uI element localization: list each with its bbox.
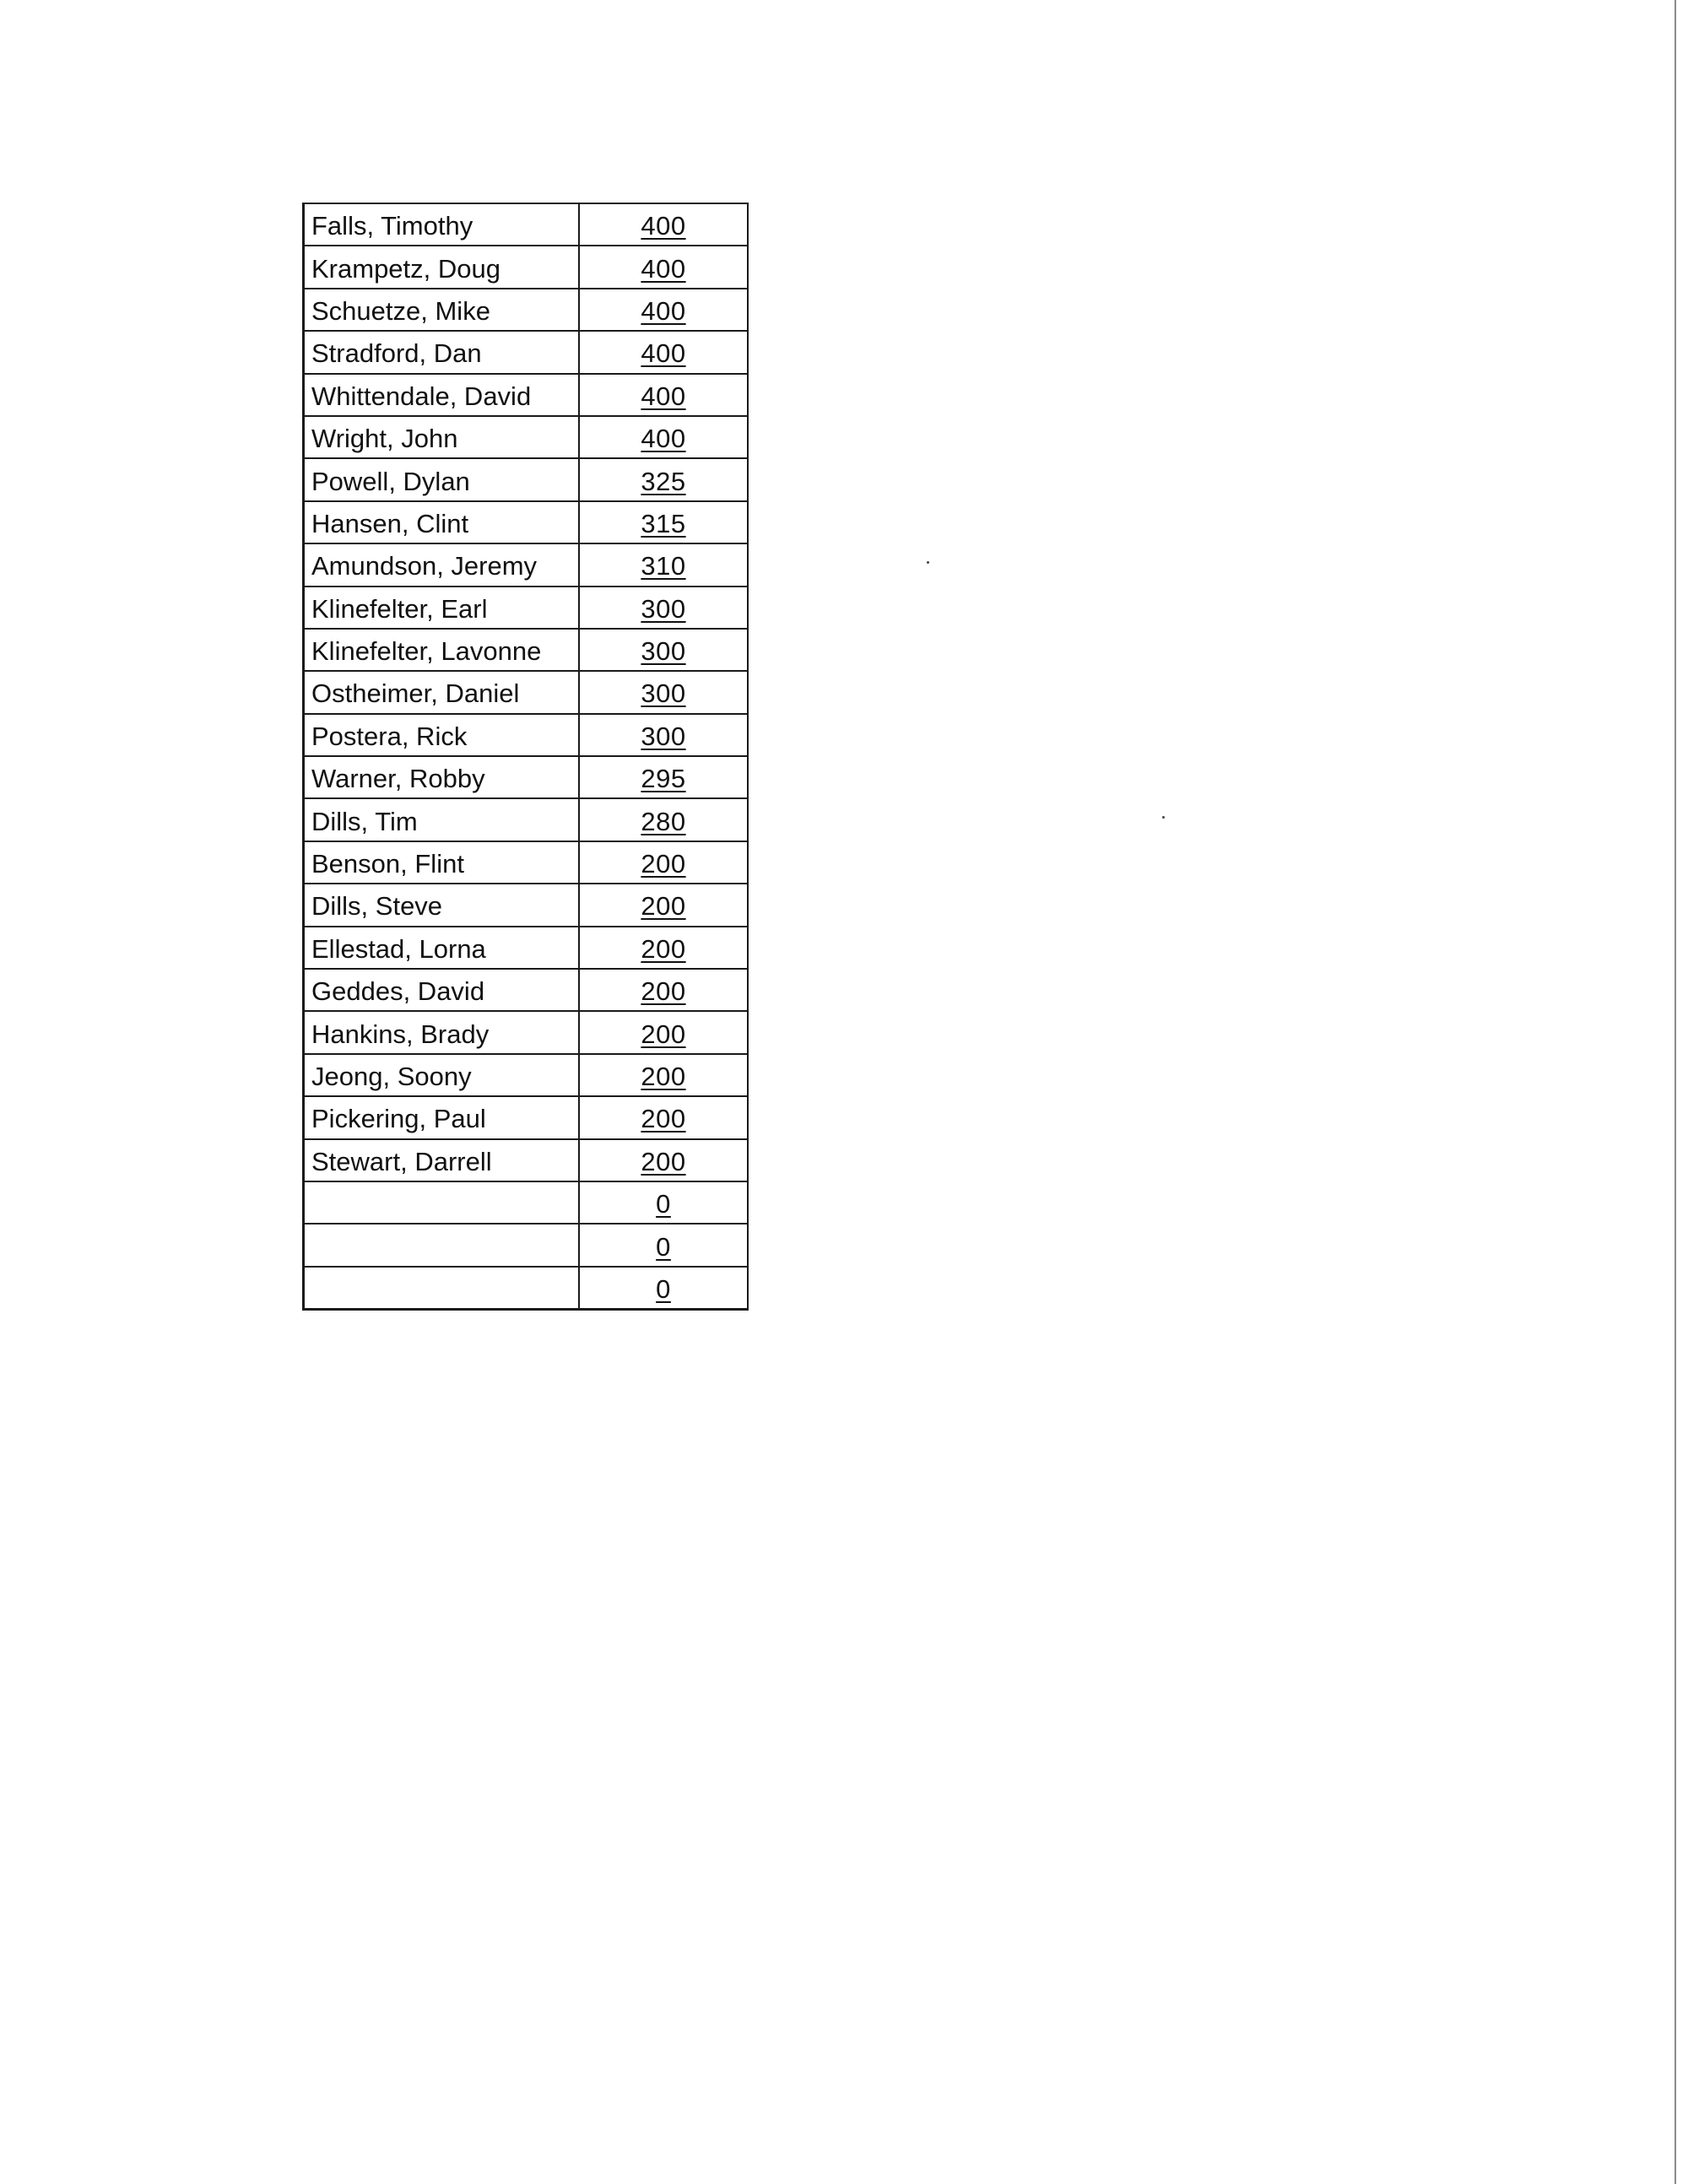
table-row (304, 1224, 749, 1266)
value-cell (579, 587, 748, 629)
value-text: 300 (641, 721, 686, 751)
value-cell (579, 629, 748, 671)
value-text: 310 (641, 551, 686, 581)
value-cell (579, 841, 748, 884)
value-text: 400 (641, 381, 686, 411)
value-cell (579, 884, 748, 926)
table-row (304, 1181, 749, 1224)
value-cell (579, 671, 748, 713)
value-text: 200 (641, 976, 686, 1007)
table-row (304, 543, 749, 586)
name-cell: Hankins, Brady (304, 1011, 580, 1053)
name-cell: Whittendale, David (304, 374, 580, 416)
table-row (304, 587, 749, 629)
name-cell: Hansen, Clint (304, 501, 580, 543)
value-cell (579, 1011, 748, 1053)
value-text: 0 (656, 1231, 671, 1262)
scan-speck (1162, 816, 1165, 819)
table-row (304, 374, 749, 416)
value-cell (579, 246, 748, 288)
value-cell (579, 289, 748, 331)
value-cell (579, 1224, 748, 1266)
value-text: 280 (641, 806, 686, 836)
value-text: 200 (641, 933, 686, 964)
name-cell: Postera, Rick (304, 714, 580, 756)
value-cell (579, 1181, 748, 1224)
table-row (304, 969, 749, 1011)
name-cell: Pickering, Paul (304, 1096, 580, 1138)
value-cell (579, 331, 748, 373)
name-cell: Jeong, Soony (304, 1054, 580, 1096)
name-cell (304, 1267, 580, 1310)
table-row (304, 884, 749, 926)
table-row (304, 203, 749, 246)
value-text: 200 (641, 891, 686, 922)
table-row (304, 629, 749, 671)
table-row (304, 671, 749, 713)
value-text: 400 (641, 424, 686, 454)
name-cell: Dills, Steve (304, 884, 580, 926)
name-cell: Wright, John (304, 416, 580, 458)
value-text: 200 (641, 1146, 686, 1176)
value-text: 400 (641, 211, 686, 241)
table-row (304, 798, 749, 841)
value-text: 200 (641, 1019, 686, 1049)
value-text: 325 (641, 466, 686, 496)
table-row (304, 1267, 749, 1310)
value-cell (579, 1096, 748, 1138)
value-text: 200 (641, 849, 686, 879)
name-cell: Powell, Dylan (304, 458, 580, 500)
name-cell: Geddes, David (304, 969, 580, 1011)
name-cell: Ostheimer, Daniel (304, 671, 580, 713)
value-cell (579, 1267, 748, 1310)
table-row (304, 246, 749, 288)
value-cell (579, 374, 748, 416)
value-cell (579, 543, 748, 586)
name-cell: Klinefelter, Earl (304, 587, 580, 629)
name-cell: Schuetze, Mike (304, 289, 580, 331)
value-cell (579, 714, 748, 756)
value-text: 295 (641, 764, 686, 794)
name-cell: Stradford, Dan (304, 331, 580, 373)
value-cell (579, 1054, 748, 1096)
scan-edge-line (1674, 0, 1676, 2184)
name-cell: Stewart, Darrell (304, 1139, 580, 1181)
name-cell: Ellestad, Lorna (304, 927, 580, 969)
amounts-table (302, 203, 749, 1311)
value-text: 300 (641, 593, 686, 624)
scan-speck (927, 561, 929, 564)
name-cell: Klinefelter, Lavonne (304, 629, 580, 671)
name-cell: Krampetz, Doug (304, 246, 580, 288)
value-cell (579, 458, 748, 500)
value-text: 0 (656, 1273, 671, 1304)
value-text: 315 (641, 508, 686, 538)
value-cell (579, 927, 748, 969)
value-cell (579, 1139, 748, 1181)
table-row (304, 1096, 749, 1138)
table-row (304, 841, 749, 884)
table-row (304, 458, 749, 500)
name-cell (304, 1224, 580, 1266)
value-text: 200 (641, 1104, 686, 1134)
table-row (304, 756, 749, 798)
value-text: 400 (641, 253, 686, 284)
name-cell: Warner, Robby (304, 756, 580, 798)
value-cell (579, 501, 748, 543)
value-cell (579, 969, 748, 1011)
name-cell (304, 1181, 580, 1224)
amounts-table-body (304, 203, 749, 1310)
value-text: 300 (641, 636, 686, 667)
value-cell (579, 798, 748, 841)
value-text: 200 (641, 1062, 686, 1091)
value-cell (579, 203, 748, 246)
value-cell (579, 756, 748, 798)
table-row (304, 501, 749, 543)
table-row (304, 1011, 749, 1053)
name-cell: Benson, Flint (304, 841, 580, 884)
table-row (304, 331, 749, 373)
name-cell: Amundson, Jeremy (304, 543, 580, 586)
name-cell: Dills, Tim (304, 798, 580, 841)
table-row (304, 289, 749, 331)
table-row (304, 927, 749, 969)
table-row (304, 1054, 749, 1096)
value-text: 0 (656, 1189, 671, 1219)
value-text: 400 (641, 338, 686, 369)
value-text: 300 (641, 678, 686, 709)
value-cell (579, 416, 748, 458)
table-row (304, 714, 749, 756)
table-row (304, 1139, 749, 1181)
table-row (304, 416, 749, 458)
value-text: 400 (641, 295, 686, 326)
name-cell: Falls, Timothy (304, 203, 580, 246)
